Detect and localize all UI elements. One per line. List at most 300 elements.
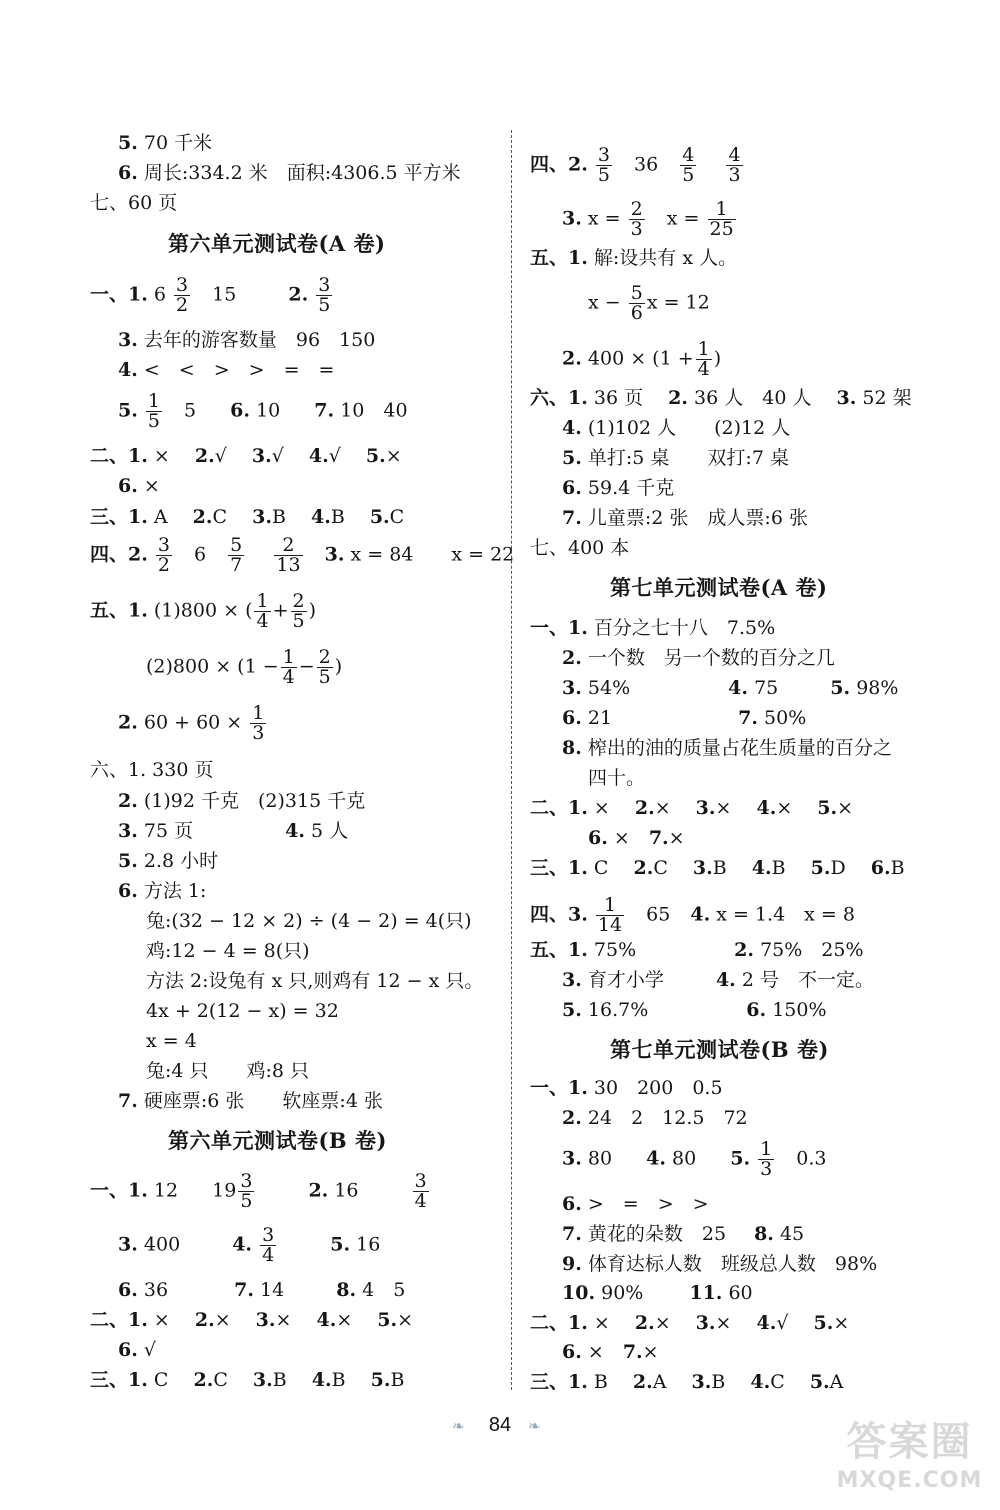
answer-text: C	[213, 1369, 247, 1391]
numerator: 3	[157, 534, 170, 556]
answer-text: 6	[194, 543, 207, 566]
item-number: 5.	[809, 1371, 830, 1393]
answer-text: 80	[587, 1147, 613, 1170]
item-number: 一、1.	[90, 1179, 148, 1202]
denominator: 5	[318, 294, 331, 316]
numerator: 5	[630, 282, 643, 304]
item-number: 四、2.	[530, 153, 588, 176]
item-number: 3.	[118, 1233, 138, 1256]
answer-text: )	[713, 347, 722, 370]
answer-text: 45	[779, 1223, 805, 1245]
denominator: 25	[709, 218, 734, 240]
denominator: 4	[282, 666, 295, 688]
answer-text: 单打:5 桌 双打:7 桌	[587, 447, 789, 469]
item-number: 4.	[756, 797, 777, 819]
answer-text: ×	[336, 1309, 372, 1331]
answer-text: x −	[588, 291, 621, 314]
item-number: 3.	[695, 797, 716, 819]
answer-text: C	[653, 857, 687, 879]
section-heading: 第七单元测试卷(A 卷)	[610, 575, 828, 600]
item-number: 6.	[746, 999, 767, 1021]
answer-text: x = 12	[646, 291, 710, 314]
item-number: 3.	[251, 445, 272, 467]
fraction	[726, 146, 742, 185]
item-number: 6.	[230, 399, 251, 422]
answer-line	[562, 1106, 748, 1130]
answer-text: 90%	[601, 1282, 644, 1304]
answer-line	[562, 676, 898, 700]
item-number: 6.	[588, 827, 608, 849]
item-number: 3.	[562, 1147, 582, 1170]
answer-text: ×	[153, 445, 189, 467]
answer-line	[562, 1252, 877, 1276]
item-number: 2.	[668, 387, 688, 409]
answer-text: ×	[613, 827, 649, 849]
item-number: 4.	[646, 1147, 666, 1170]
item-number: 4.	[751, 857, 772, 879]
answer-line: 七、60 页	[90, 192, 178, 214]
answer-text: 75% 25%	[760, 939, 864, 961]
item-number: 2.	[194, 445, 215, 467]
answer-text: 周长:334.2 米 面积:4306.5 平方米	[143, 162, 461, 184]
numerator: 1	[697, 338, 710, 360]
denominator: 5	[147, 410, 160, 432]
answer-text: ×	[587, 1341, 623, 1363]
answer-text: D	[830, 857, 865, 879]
numerator: 1	[708, 200, 736, 220]
answer-text: B	[271, 506, 305, 528]
page-ornament-left-icon: ❧	[452, 1417, 465, 1435]
item-number: 3.	[562, 207, 582, 230]
denominator: 3	[728, 164, 741, 186]
item-number: 2.	[118, 711, 138, 734]
answer-text: < < > > = =	[143, 359, 335, 381]
item-number: 2.	[734, 939, 755, 961]
numerator: 1	[596, 896, 624, 916]
denominator: 13	[276, 554, 301, 576]
answer-line: 六、1. 330 页	[90, 759, 214, 781]
item-number: 四、3.	[530, 903, 588, 926]
answer-line	[562, 200, 738, 239]
item-number: 5.	[369, 506, 390, 528]
answer-text: 19	[212, 1179, 237, 1202]
section-heading: 第六单元测试卷(A 卷)	[168, 231, 386, 256]
numerator: 3	[414, 1170, 427, 1192]
item-number: 六、1.	[530, 387, 588, 409]
item-number: 6.	[118, 475, 138, 497]
answer-line	[588, 826, 685, 850]
answer-text: C	[389, 506, 405, 528]
answer-line: 4x + 2(12 − x) = 32	[146, 1000, 339, 1022]
answer-line: x = 4	[146, 1030, 197, 1052]
item-number: 5.	[330, 1233, 351, 1256]
item-number: 6.	[562, 1193, 582, 1215]
section-heading: 第六单元测试卷(B 卷)	[168, 1128, 387, 1153]
answer-text: ×	[833, 1312, 850, 1334]
answer-text: B	[593, 1371, 627, 1393]
answer-text: 硬座票:6 张 软座票:4 张	[143, 1090, 383, 1112]
answer-text: 75	[754, 677, 779, 699]
answer-text: 60 + 60 ×	[143, 711, 243, 734]
answer-text: 4 5	[362, 1279, 406, 1301]
answer-text: √	[143, 1339, 156, 1361]
watermark-logo	[822, 1418, 997, 1506]
item-number: 3.	[255, 1309, 276, 1331]
answer-text: ×	[397, 1309, 414, 1331]
item-number: 二、1.	[90, 1309, 148, 1331]
item-number: 5.	[817, 797, 838, 819]
item-number: 6.	[118, 880, 138, 902]
answer-text: 400 × (1 +	[587, 347, 694, 370]
item-number: 5.	[118, 399, 138, 422]
answer-text: B	[330, 506, 364, 528]
answer-text: ×	[275, 1309, 311, 1331]
answer-text: ×	[776, 797, 812, 819]
item-number: 3.	[562, 969, 582, 991]
item-number: 4.	[750, 1371, 771, 1393]
answer-text: ×	[593, 1312, 629, 1334]
item-number: 8.	[336, 1279, 357, 1301]
item-number: 3.	[836, 387, 857, 409]
item-number: 一、1.	[90, 283, 148, 306]
answer-text: C	[593, 857, 628, 879]
denominator: 7	[230, 554, 243, 576]
item-number: 5.	[118, 132, 138, 154]
item-number: 3.	[562, 677, 582, 699]
answer-text: √	[214, 445, 246, 467]
item-number: 三、1.	[90, 1369, 148, 1391]
answer-text: ×	[593, 797, 629, 819]
column-divider	[511, 130, 512, 1390]
answer-text: 10	[256, 399, 281, 422]
answer-line	[562, 706, 806, 730]
item-number: 10.	[562, 1282, 596, 1304]
item-number: 五、1.	[530, 247, 588, 269]
item-number: 7.	[562, 507, 582, 529]
watermark-main: 答案圈	[846, 1419, 973, 1465]
numerator: 3	[597, 144, 610, 166]
answer-text: ×	[837, 797, 854, 819]
item-number: 4.	[308, 445, 329, 467]
answer-text: √	[776, 1312, 808, 1334]
item-number: 2.	[632, 1371, 653, 1393]
answer-text: 2 号 不一定。	[741, 969, 874, 991]
answer-line	[530, 796, 853, 820]
denominator: 5	[682, 164, 695, 186]
item-number: 6.	[562, 1341, 582, 1363]
numerator: 4	[728, 144, 741, 166]
answer-text: )	[308, 599, 317, 622]
answer-text: ×	[385, 445, 402, 467]
answer-text: B	[331, 1369, 365, 1391]
answer-text: (1)92 千克 (2)315 千克	[143, 790, 366, 812]
item-number: 2.	[562, 647, 582, 669]
answer-text: 16.7%	[587, 999, 649, 1021]
answer-text: ×	[654, 797, 690, 819]
item-number: 7.	[234, 1279, 254, 1301]
item-number: 5.	[377, 1309, 398, 1331]
denominator: 6	[630, 302, 643, 324]
answer-text: x =	[587, 207, 621, 230]
item-number: 7.	[648, 827, 669, 849]
answer-text: 黄花的朵数 25	[587, 1223, 727, 1245]
answer-text: 36	[634, 153, 659, 176]
answer-text: C	[770, 1371, 804, 1393]
answer-text: 14	[260, 1279, 285, 1301]
answer-text: 5 人	[311, 820, 349, 842]
item-number: 3.	[692, 857, 713, 879]
item-number: 三、1.	[530, 1371, 588, 1393]
answer-line	[562, 1281, 753, 1305]
item-number: 2.	[308, 1179, 329, 1202]
item-number: 2.	[193, 1369, 214, 1391]
answer-text: B	[771, 857, 805, 879]
answer-line	[588, 284, 710, 323]
answer-text: 5	[184, 399, 197, 422]
section-heading: 第七单元测试卷(B 卷)	[610, 1037, 829, 1062]
item-number: 5.	[810, 857, 831, 879]
answer-line	[530, 146, 745, 185]
answer-text: 59.4 千克	[587, 477, 675, 499]
answer-text: A	[153, 506, 187, 528]
item-number: 7.	[314, 399, 335, 422]
item-number: 5.	[118, 850, 138, 872]
answer-text: 0.3	[796, 1147, 827, 1170]
item-number: 5.	[813, 1312, 834, 1334]
item-number: 3.	[252, 506, 272, 528]
answer-text: (2)800 × (1 −	[146, 655, 279, 678]
item-number: 二、1.	[530, 797, 588, 819]
fraction	[696, 340, 712, 379]
answer-text: 400	[143, 1233, 181, 1256]
answer-line	[530, 1076, 723, 1100]
operator: +	[272, 599, 289, 622]
item-number: 4.	[715, 969, 736, 991]
item-number: 一、1.	[530, 1077, 588, 1099]
item-number: 一、1.	[530, 617, 588, 639]
item-number: 11.	[689, 1282, 723, 1304]
page-ornament-right-icon: ❧	[528, 1417, 541, 1435]
answer-text: 150%	[772, 999, 827, 1021]
answer-text: 一个数 另一个数的百分之几	[587, 647, 835, 669]
answer-text: ×	[654, 1312, 690, 1334]
answer-text: ×	[143, 475, 160, 497]
item-number: 二、1.	[90, 445, 148, 467]
item-number: 3.	[118, 820, 138, 842]
answer-text: 去年的游客数量 96 150	[143, 329, 376, 351]
item-number: 8.	[754, 1223, 774, 1245]
item-number: 5.	[365, 445, 386, 467]
answer-line	[562, 1140, 827, 1179]
answer-line	[530, 896, 855, 935]
item-number: 五、1.	[530, 939, 588, 961]
answer-text: 解:设共有 x 人。	[593, 247, 738, 269]
item-number: 四、2.	[90, 543, 148, 566]
item-number: 4.	[316, 1309, 337, 1331]
item-number: 2.	[192, 506, 213, 528]
item-number: 4.	[232, 1233, 253, 1256]
numerator: 1	[282, 646, 295, 668]
answer-text: 80	[672, 1147, 697, 1170]
item-number: 8.	[562, 737, 582, 759]
denominator: 5	[597, 164, 610, 186]
answer-text: )	[334, 655, 343, 678]
item-number: 3.	[252, 1369, 273, 1391]
answer-text: x = 84 x = 22	[350, 543, 515, 566]
answer-text: 52 架	[862, 387, 912, 409]
answer-line	[562, 446, 789, 470]
numerator: 4	[682, 144, 695, 166]
denominator: 5	[292, 610, 305, 632]
denominator: 3	[252, 722, 265, 744]
answer-text: 15	[212, 283, 237, 306]
answer-line	[530, 1370, 843, 1394]
answer-text: 65	[646, 903, 671, 926]
item-number: 2.	[634, 1312, 655, 1334]
answer-text: 16	[356, 1233, 381, 1256]
answer-line: 方法 2:设兔有 x 只,则鸡有 12 − x 只。	[146, 970, 484, 992]
item-number: 2.	[194, 1309, 215, 1331]
item-number: 2.	[633, 857, 654, 879]
item-number: 4.	[118, 359, 138, 381]
numerator: 3	[240, 1170, 253, 1192]
item-number: 2.	[118, 790, 138, 812]
numerator: 3	[176, 274, 189, 296]
denominator: 2	[176, 294, 189, 316]
answer-text: 百分之七十八 7.5%	[593, 617, 776, 639]
denominator: 14	[597, 914, 623, 936]
answer-line	[562, 736, 892, 760]
item-number: 三、1.	[530, 857, 588, 879]
answer-text: 98%	[856, 677, 899, 699]
answer-text: 75 页	[143, 820, 194, 842]
answer-text: C	[153, 1369, 188, 1391]
answer-text: √	[328, 445, 360, 467]
answer-text: 10 40	[340, 399, 408, 422]
item-number: 5.	[730, 1147, 751, 1170]
item-number: 4.	[562, 417, 582, 439]
answer-text: 70 千米	[143, 132, 213, 154]
item-number: 3.	[691, 1371, 712, 1393]
fraction	[629, 200, 645, 239]
answer-text: 12	[153, 1179, 179, 1202]
numerator: 2	[274, 536, 302, 556]
item-number: 4.	[311, 1369, 332, 1391]
item-number: 4.	[728, 677, 749, 699]
denominator: 4	[262, 1244, 275, 1266]
answer-text: 体育达标人数 班级总人数 98%	[587, 1253, 878, 1275]
answer-text: 30 200 0.5	[593, 1077, 723, 1099]
item-number: 2.	[562, 347, 582, 370]
item-number: 2.	[562, 1107, 582, 1129]
answer-text: ×	[642, 1341, 659, 1363]
item-number: 6.	[562, 477, 582, 499]
fraction	[596, 896, 624, 935]
fraction	[629, 284, 645, 323]
item-number: 2.	[288, 283, 309, 306]
answer-text: (1)800 × (	[153, 599, 253, 622]
denominator: 5	[318, 666, 331, 688]
fraction	[758, 1140, 774, 1179]
operator: −	[298, 655, 315, 678]
denominator: 3	[630, 218, 643, 240]
answer-text: 36 页	[593, 387, 663, 409]
answer-text: A	[652, 1371, 686, 1393]
answer-text: x = 1.4 x = 8	[716, 903, 855, 926]
item-number: 4.	[310, 506, 331, 528]
denominator: 2	[157, 554, 170, 576]
answer-line	[562, 968, 874, 992]
answer-text: B	[390, 1369, 405, 1391]
item-number: 6.	[118, 1279, 138, 1301]
answer-text: 75%	[593, 939, 637, 961]
item-number: 4.	[690, 903, 711, 926]
item-number: 6.	[870, 857, 891, 879]
numerator: 5	[230, 534, 243, 556]
item-number: 3.	[695, 1312, 716, 1334]
answer-line: 鸡:12 − 4 = 8(只)	[146, 940, 310, 962]
item-number: 4.	[756, 1312, 777, 1334]
answer-line	[530, 616, 775, 640]
answer-line	[530, 856, 905, 880]
answer-line	[562, 340, 721, 379]
answer-line	[562, 476, 674, 500]
answer-line	[562, 1222, 804, 1246]
answer-line: 四十。	[588, 767, 646, 789]
fraction	[596, 146, 612, 185]
fraction	[708, 200, 736, 239]
answer-text: B	[272, 1369, 306, 1391]
answer-text: 16	[334, 1179, 359, 1202]
answer-line	[562, 998, 827, 1022]
answer-text: B	[890, 857, 905, 879]
answer-line: 七、400 本	[530, 537, 630, 559]
denominator: 5	[240, 1190, 253, 1212]
item-number: 7.	[622, 1341, 643, 1363]
item-number: 3.	[324, 543, 345, 566]
item-number: 5.	[830, 677, 851, 699]
answer-line	[562, 646, 835, 670]
denominator: 3	[760, 1158, 773, 1180]
numerator: 2	[630, 198, 643, 220]
answer-text: B	[712, 857, 746, 879]
item-number: 5.	[562, 999, 582, 1021]
answer-text: C	[212, 506, 247, 528]
numerator: 2	[318, 646, 331, 668]
answer-text: ×	[153, 1309, 189, 1331]
numerator: 3	[318, 274, 331, 296]
answer-line	[530, 1311, 849, 1335]
answer-text: 6	[153, 283, 166, 306]
answer-text: > = > >	[587, 1193, 709, 1215]
page-number: 84	[488, 1414, 512, 1436]
numerator: 1	[760, 1138, 773, 1160]
item-number: 4.	[285, 820, 305, 842]
answer-line	[530, 386, 912, 410]
answer-text: ×	[715, 797, 751, 819]
answer-line	[530, 938, 864, 962]
answer-line	[562, 1340, 659, 1364]
item-number: 2.	[634, 797, 655, 819]
answer-text: √	[271, 445, 303, 467]
fraction	[680, 146, 696, 185]
item-number: 9.	[562, 1253, 582, 1275]
answer-text: 榨出的油的质量占花生质量的百分之	[587, 737, 892, 759]
answer-text: 儿童票:2 张 成人票:6 张	[587, 507, 808, 529]
answer-text: 36 人 40 人	[694, 387, 831, 409]
answer-text: 36	[143, 1279, 169, 1301]
item-number: 7.	[562, 1223, 582, 1245]
